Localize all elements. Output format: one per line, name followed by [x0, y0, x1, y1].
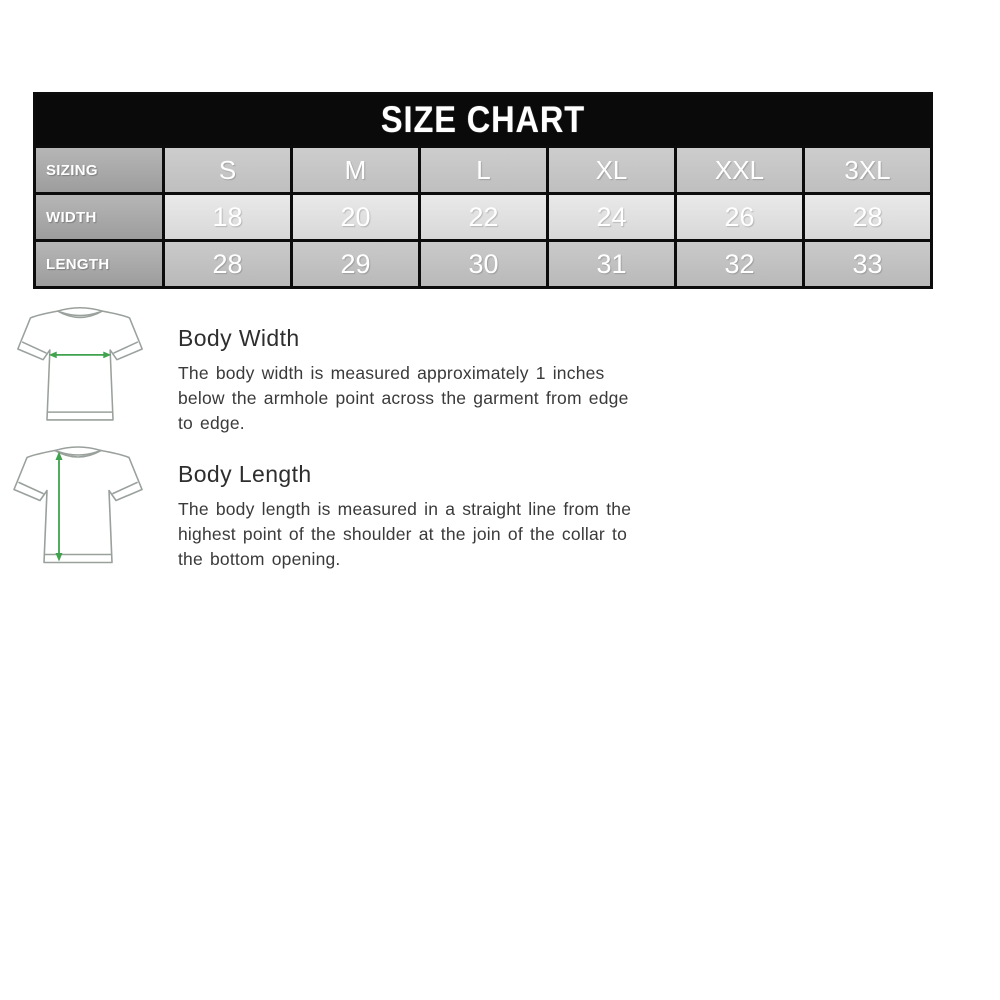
- size-cell-xxl: XXL: [677, 148, 802, 192]
- size-chart-table: [33, 92, 933, 289]
- width-cell: 28: [805, 195, 930, 239]
- width-cell: 26: [677, 195, 802, 239]
- tshirt-body-width-icon: [12, 301, 148, 432]
- body-width-description: The body width is measured approximately 1 inches below the armhole point across the garment from edge to edge.: [178, 363, 629, 433]
- size-cell-m: M: [293, 148, 418, 192]
- width-cell: 20: [293, 195, 418, 239]
- length-cell: 32: [677, 242, 802, 286]
- size-chart-grid: [36, 148, 930, 286]
- length-cell: 29: [293, 242, 418, 286]
- row-label-length: LENGTH: [36, 242, 162, 286]
- size-chart-header: [36, 95, 930, 145]
- length-cell: 30: [421, 242, 546, 286]
- size-cell-s: S: [165, 148, 290, 192]
- row-label-width: WIDTH: [36, 195, 162, 239]
- length-cell: 33: [805, 242, 930, 286]
- length-cell: 28: [165, 242, 290, 286]
- size-cell-xl: XL: [549, 148, 674, 192]
- body-length-section: [178, 461, 640, 572]
- size-chart-title: SIZE CHART: [380, 99, 586, 140]
- width-cell: 22: [421, 195, 546, 239]
- width-cell: 18: [165, 195, 290, 239]
- length-cell: 31: [549, 242, 674, 286]
- size-cell-l: L: [421, 148, 546, 192]
- body-width-heading: Body Width: [178, 325, 300, 351]
- body-length-heading: Body Length: [178, 461, 312, 487]
- width-cell: 24: [549, 195, 674, 239]
- body-width-section: [178, 325, 640, 436]
- body-length-description: The body length is measured in a straight line from the highest point of the shoulder at the join of the collar to the bottom opening.: [178, 499, 632, 569]
- size-cell-3xl: 3XL: [805, 148, 930, 192]
- row-label-sizing: SIZING: [36, 148, 162, 192]
- tshirt-body-length-icon: [8, 440, 148, 575]
